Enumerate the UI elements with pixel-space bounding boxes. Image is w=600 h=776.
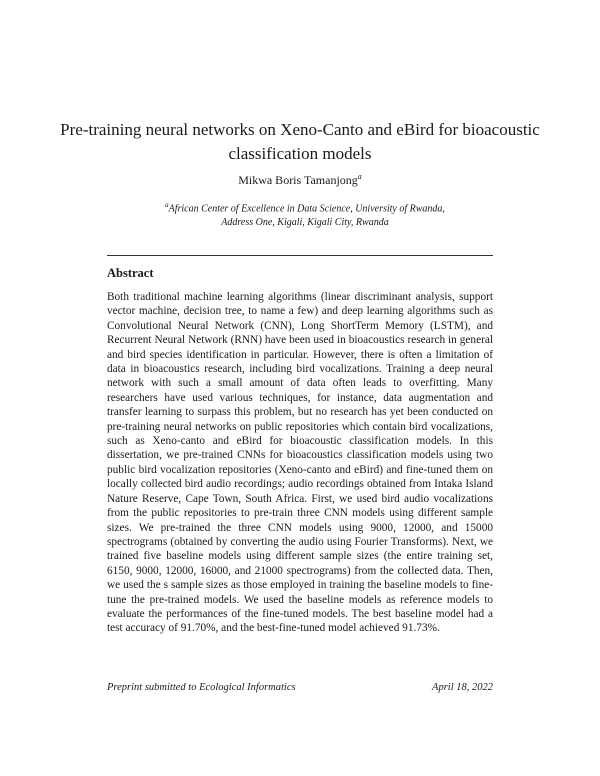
affiliation-text: African Center of Excellence in Data Science, University of Rwanda, Address One, Kigali, Kigali City, Rwanda bbox=[168, 203, 445, 229]
paper-title: Pre-training neural networks on Xeno-Canto and eBird for bioacoustic classification models bbox=[60, 120, 540, 163]
author-name: Mikwa Boris Tamanjong bbox=[238, 173, 358, 187]
footer-journal-note: Preprint submitted to Ecological Informatics bbox=[107, 682, 296, 693]
abstract-top-rule bbox=[107, 255, 493, 256]
footer-date: April 18, 2022 bbox=[432, 682, 493, 693]
affiliation-marker: a bbox=[165, 201, 169, 209]
author-line bbox=[60, 172, 540, 188]
abstract-heading: Abstract bbox=[107, 266, 154, 280]
abstract-text: Both traditional machine learning algorithms (linear discriminant analysis, support vector machine, decision tree, to name a few) and deep learning algorithms such as Convolutional Neural Network (CNN), Long ShortTerm Memory (LSTM), and Recurrent Neural Network (RNN) have been used in bioacoustics research in general and bird species identification in particular. However, there is often a limitation of data in bioacoustics research, including bird vocalizations. Training a deep neural network with such a small amount of data often leads to overfitting. Many researchers have used various techniques, for instance, data augmentation and transfer learning to surpass this problem, but no research has yet been conducted on pre-training neural networks on public repositories which contain bird vocalizations, such as Xeno-canto and eBird for bioacoustic classification models. In this dissertation, we pre-trained CNNs for bioacoustics classification models using two public bird vocalization repositories (Xeno-canto and eBird) and fine-tuned them on locally collected bird audio recordings; audio recordings obtained from Intaka Island Nature Reserve, Cape Town, South Africa. First, we used bird audio vocalizations from the public repositories to pre-train three CNN models using different sample sizes. We pre-trained the three CNN models using 9000, 12000, and 15000 spectrograms (obtained by converting the audio using Fourier Transforms). Next, we trained five baseline models using different sample sizes (the entire training set, 6150, 9000, 12000, 16000, and 21000 spectrograms) from the collected data. Then, we used the s sample sizes as those employed in training the baseline models to fine-tune the pre-trained models. We used the baseline models as reference models to evaluate the performances of the fine-tuned models. The best baseline model had a test accuracy of 91.70%, and the best-fine-tuned model achieved 91.73%. bbox=[107, 291, 493, 635]
author-affiliation-marker: a bbox=[357, 172, 362, 181]
affiliation bbox=[160, 198, 450, 230]
